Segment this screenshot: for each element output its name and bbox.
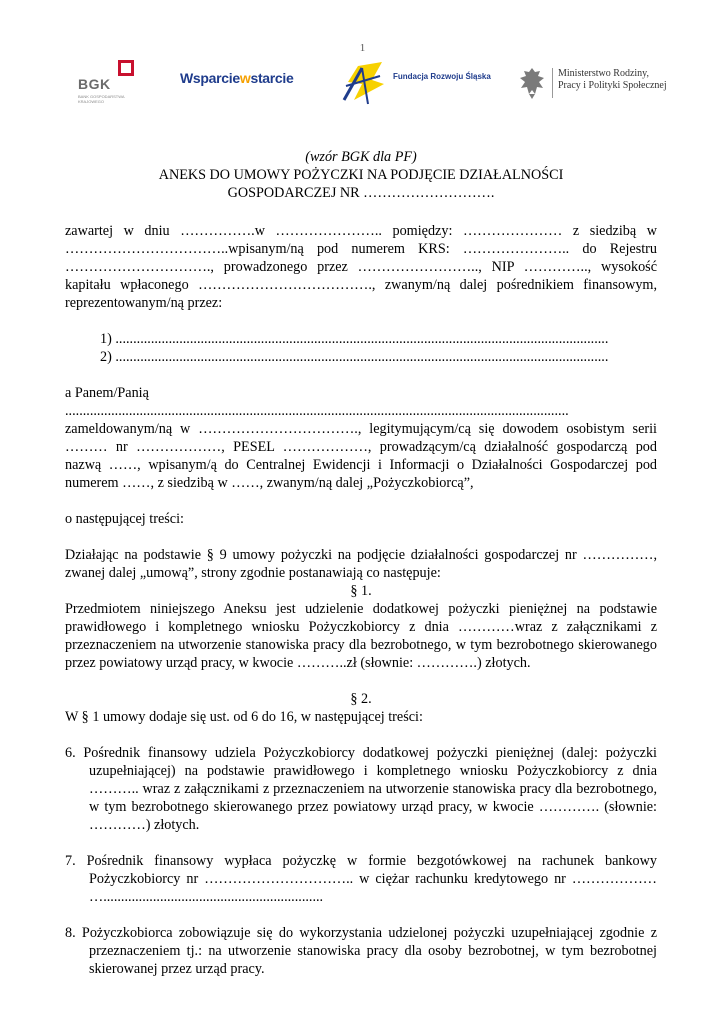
bgk-logo: [74, 58, 144, 108]
borrower-paragraph: zameldowanym/ną w ……………………………., legitymującym/cą się dowodem osobistym serii ……… nr ………………, PESEL ………………, prowadzącym/cą działalność gospodarczą pod nazwą ……, wpisanym/ą do Centralnej Ewidencji i Informacji o Działalności Gospodarczej pod numerem ……, z siedzibą w ……, zwanym/ną dalej „Pożyczkobiorcą”,: [65, 421, 657, 491]
document-title-line-1: ANEKS DO UMOWY POŻYCZKI NA PODJĘCIE DZIAŁALNOŚCI: [158, 167, 564, 183]
ministry-logo: [518, 58, 668, 108]
wsparcie-logo-part3: starcie: [250, 70, 294, 86]
section-1-heading: § 1.: [350, 583, 372, 599]
preamble-paragraph: Działając na podstawie § 9 umowy pożyczki na podjęcie działalności gospodarczej nr ……………, zwanej dalej „umową”, strony zgodnie postanawiają co następuje:: [65, 547, 657, 581]
borrower-dots-line: ..............................................................................................................................................: [65, 403, 569, 419]
ministry-line-2: Pracy i Polityki Społecznej: [558, 80, 667, 91]
section-2-heading: § 2.: [350, 691, 372, 707]
wsparcie-w-starcie-logo: [180, 70, 310, 120]
page-number: 1: [359, 42, 366, 54]
bgk-square-icon: [118, 60, 134, 76]
wsparcie-logo-part2: w: [239, 70, 251, 86]
wsparcie-logo-part1: Wsparcie: [180, 70, 240, 86]
document-subtitle: (wzór BGK dla PF): [305, 149, 417, 165]
intro-paragraph: zawartej w dniu …………….w ………………….. pomiędzy: ………………… z siedzibą w ……………………………..wpisanym/ną pod numerem KRS: ………………….. do Rejestru …………………………., prowadzonego przez …………………….., NIP ………….., wysokość kapitału wpłaconego ………………………………., zwanym/ną dalej pośrednikiem finansowym, reprezentowanym/ną przez:: [65, 223, 657, 311]
bgk-logo-text: BGK: [78, 76, 111, 92]
section-2-item-7: 7. Pośrednik finansowy wypłaca pożyczkę w formie bezgotówkowej na rachunek bankowy Pożyczkobiorcy nr ………………………….. w ciężar rachunku kredytowego nr ……………… …..............................................................: [65, 853, 657, 905]
section-2-intro: W § 1 umowy dodaje się ust. od 6 do 16, w następującej treści:: [65, 709, 423, 725]
section-2-item-8: 8. Pożyczkobiorca zobowiązuje się do wykorzystania udzielonej pożyczki uzupełniającej zgodnie z przeznaczeniem tj.: na utworzenie stanowiska pracy dla osoby bezrobotnej, w tym bezrobotnej skierowanej przez urząd pracy.: [65, 925, 657, 977]
document-body: [65, 148, 657, 978]
frs-logo: [338, 58, 491, 108]
content-intro: o następującej treści:: [65, 511, 184, 527]
frs-logo-text: Fundacja Rozwoju Śląska: [393, 72, 491, 81]
document-header: [65, 148, 657, 202]
ministry-line-1: Ministerstwo Rodziny,: [558, 68, 650, 79]
representative-2: 2) ...........................................................................................................................................: [100, 349, 609, 365]
frs-mark-icon: [338, 60, 386, 106]
ministry-logo-text: [558, 68, 667, 92]
representative-1: 1) ...........................................................................................................................................: [100, 331, 609, 347]
document-title-line-2: GOSPODARCZEJ NR ……………………….: [227, 185, 495, 201]
eagle-emblem-icon: [518, 66, 546, 100]
bgk-logo-subtext: BANK GOSPODARSTWA KRAJOWEGO: [78, 94, 125, 104]
logo-bar: [60, 58, 670, 108]
borrower-intro: a Panem/Panią: [65, 385, 149, 401]
ministry-divider: [552, 68, 553, 98]
section-1-text: Przedmiotem niniejszego Aneksu jest udzielenie dodatkowej pożyczki pieniężnej na podstawie prawidłowego i kompletnego wniosku Pożyczkobiorcy z dnia …………wraz z załącznikami z przeznaczeniem na utworzenie stanowiska pracy dla bezrobotnego, w tym bezrobotnego skierowanego przez powiatowy urząd pracy, w kwocie ………..zł (słownie: ………….) złotych.: [65, 601, 657, 671]
section-2-item-6: 6. Pośrednik finansowy udziela Pożyczkobiorcy dodatkowej pożyczki pieniężnej (dalej: pożyczki uzupełniającej) na podstawie prawidłowego i kompletnego wniosku Pożyczkobiorcy z dnia ……….. wraz z załącznikami z przeznaczeniem na utworzenie stanowiska pracy dla bezrobotnego, w tym bezrobotnego skierowanego przez powiatowy urząd pracy, w kwocie …………. (słownie: …………) złotych.: [65, 745, 657, 833]
